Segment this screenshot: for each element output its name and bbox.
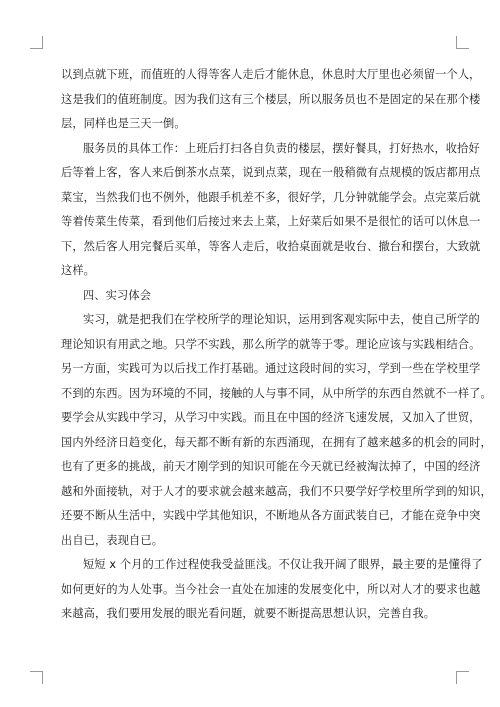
text-line: 后等着上客，客人来后倒茶水点菜，说到点菜，现在一般稍微有点规模的饭店都用点 [61, 166, 481, 179]
text-line: 国内外经济日趋变化，每天都不断有新的东西涌现，在拥有了越来越多的机会的同时， [61, 435, 492, 449]
crop-mark-bottom-right [456, 671, 469, 684]
paragraph-internship-reflection [61, 308, 492, 553]
paragraph-duty-system [61, 63, 481, 137]
text-line: 菜宝，当然我们也不例外，他跟手机差不多，很好学，几分钟就能学会。点完菜后就 [61, 190, 481, 204]
crop-mark-bottom-left [30, 671, 43, 684]
document-body [61, 63, 492, 627]
crop-mark-top-right [456, 36, 469, 49]
paragraph-waiter-duties [61, 137, 481, 284]
text-line: 等着传菜生传菜，看到他们后接过来去上菜，上好菜后如果不是很忙的话可以休息一 [61, 215, 481, 228]
text-line: 服务员的具体工作：上班后打扫各自负责的楼层，摆好餐具，打好热水，收拾好 [83, 141, 480, 155]
text-line: 来越高，我们要用发展的眼光看问题，就要不断提高思想认识，完善自我。 [61, 607, 436, 620]
text-line: 短短 x 个月的工作过程使我受益匪浅。不仅让我开阔了眼界，最主要的是懂得了 [83, 558, 483, 571]
text-line: 理论知识有用武之地。只学不实践，那么所学的就等于零。理论应该与实践相结合。 [61, 337, 481, 351]
text-line: 如何更好的为人处事。当今社会一直处在加速的发展变化中，所以对人才的要求也越 [61, 582, 481, 596]
text-line: 不到的东西。因为环境的不同，接触的人与事不同，从中所学的东西自然就不一样了。 [61, 386, 492, 400]
text-line: 要学会从实践中学习，从学习中实践。而且在中国的经济飞速发展，又加入了世贸， [61, 411, 481, 424]
text-line: 还要不断从生活中，实践中学其他知识，不断地从各方面武装自已，才能在竞争中突 [61, 509, 481, 522]
text-line: 以到点就下班，而值班的人得等客人走后才能休息，休息时大厅里也必须留一个人， [61, 68, 481, 81]
text-line: 这是我们的值班制度。因为我们这有三个楼层，所以服务员也不是固定的呆在那个楼 [61, 92, 481, 106]
crop-mark-top-left [30, 36, 43, 49]
text-line: 也有了更多的挑战，前天才刚学到的知识可能在今天就已经被淘汰掉了，中国的经济 [61, 460, 481, 473]
paragraph-conclusion [61, 553, 483, 627]
section-heading-text: 四、实习体会 [83, 288, 152, 302]
text-line: 下，然后客人用完餐后买单，等客人走后，收拾桌面就是收台、撤台和摆台，大致就 [61, 239, 481, 253]
section-heading [61, 284, 440, 309]
text-line: 这样。 [61, 264, 96, 277]
text-line: 越和外面接轨，对于人才的要求就会越来越高，我们不只要学好学校里所学到的知识， [61, 484, 492, 498]
text-line: 出自已，表现自已。 [61, 533, 164, 547]
text-line: 实习，就是把我们在学校所学的理论知识，运用到客观实际中去，使自己所学的 [83, 313, 480, 326]
text-line: 层，同样也是三天一倒。 [61, 117, 186, 130]
text-line: 另一方面，实践可为以后找工作打基础。通过这段时间的实习，学到一些在学校里学 [61, 362, 481, 375]
